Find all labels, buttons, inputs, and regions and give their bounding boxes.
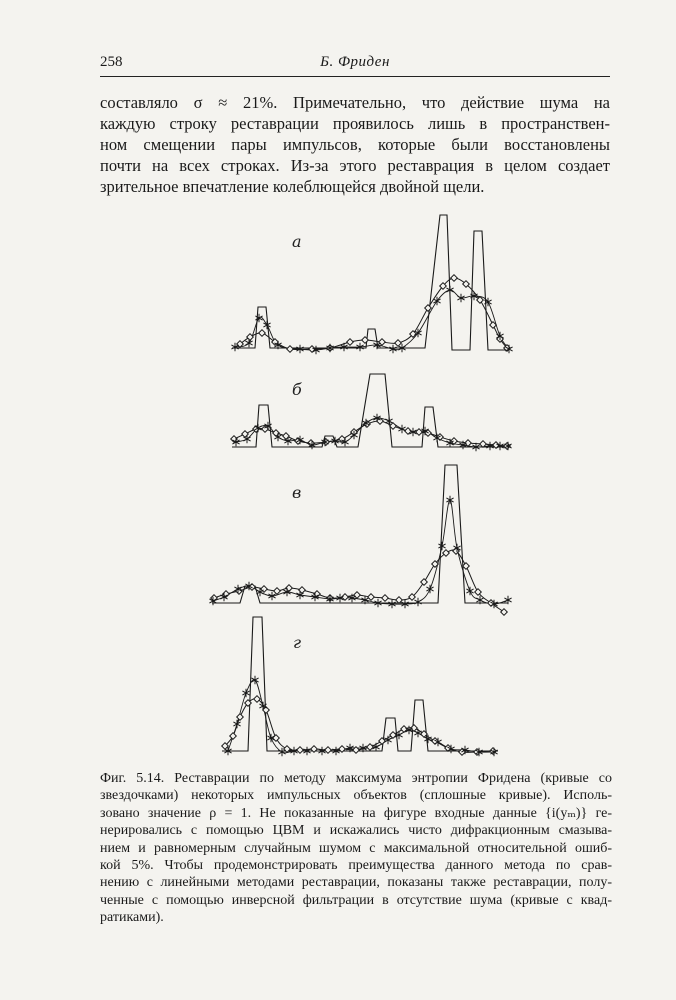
star-marker — [233, 720, 240, 728]
square-marker — [382, 595, 389, 602]
paragraph-line: составляло σ ≈ 21%. Примечательно, что действие шума на — [100, 93, 610, 112]
caption-line: зовано значение ρ = 1. Не показанные на фигуре входные данные {i(yₘ)} ге- — [100, 805, 612, 821]
paragraph-line: зрительное впечатление колеблющейся двойной щели. — [100, 177, 485, 196]
square-marker — [395, 340, 402, 347]
square-marker — [367, 744, 374, 751]
caption-line: кой 5%. Чтобы продемонстрировать преимущества данного метода по срав- — [100, 858, 612, 874]
star-marker — [263, 321, 270, 329]
square-marker — [347, 339, 354, 346]
star-marker — [466, 587, 473, 595]
square-marker — [390, 732, 397, 739]
page-number: 258 — [100, 54, 123, 70]
star-marker — [414, 598, 421, 606]
square-marker — [421, 579, 428, 586]
panel-c — [209, 465, 511, 615]
star-marker — [446, 496, 453, 504]
star-marker — [384, 736, 391, 744]
square-marker — [354, 592, 361, 599]
caption-line: нерировались с помощью ЦВМ и искажались чисто дифракционным смазыва- — [100, 823, 612, 839]
square-marker — [463, 563, 470, 570]
star-marker — [426, 585, 433, 593]
square-marker — [379, 738, 386, 745]
star-marker — [245, 339, 252, 347]
inverse-filter-curve — [240, 278, 507, 350]
caption-line: звездочками) некоторых импульсных объектов (сплошные кривые). Исполь- — [100, 788, 612, 804]
paragraph-line: каждую строку реставрации проявилось лишь в пространствен- — [100, 114, 610, 133]
square-marker — [501, 609, 508, 616]
square-marker — [273, 735, 280, 742]
caption-line: нием и равномерным случайным шумом с максимальной относительной ошиб- — [100, 840, 612, 856]
object-curve — [212, 465, 508, 603]
square-marker — [379, 339, 386, 346]
running-title: Б. Фриден — [320, 54, 390, 70]
star-marker — [446, 286, 453, 294]
caption-line: ратиками). — [100, 910, 164, 926]
object-curve — [232, 374, 510, 447]
panel-d — [222, 617, 498, 756]
panel-a — [231, 215, 512, 354]
star-marker — [438, 542, 445, 550]
caption-line: нению с линейными методами реставрации, показаны также реставрации, полу- — [100, 875, 612, 891]
star-marker — [242, 689, 249, 697]
square-marker — [368, 594, 375, 601]
panel-label-b: б — [292, 380, 302, 399]
paragraph-line: почти на всех строках. Из-за этого реставрация в целом создает — [100, 156, 610, 175]
panel-label-a: а — [292, 232, 302, 251]
square-marker — [230, 733, 237, 740]
caption-line: ченные с помощью инверсной фильтрации в отсутствие шума (кривые с квад- — [100, 892, 612, 908]
square-marker — [259, 330, 266, 337]
figure-caption — [100, 770, 612, 927]
square-marker — [416, 429, 423, 436]
panel-label-d: г — [293, 633, 302, 652]
square-marker — [287, 346, 294, 353]
square-marker — [254, 696, 261, 703]
square-marker — [237, 714, 244, 721]
square-marker — [451, 275, 458, 282]
caption-line: Фиг. 5.14. Реставрации по методу максимума энтропии Фридена (кривые со — [100, 771, 612, 786]
star-marker — [398, 425, 405, 433]
square-marker — [325, 747, 332, 754]
square-marker — [274, 588, 281, 595]
panel-b — [231, 374, 512, 451]
panel-label-c: в — [292, 483, 302, 502]
paragraph-line: ном смещении пары импульсов, которые были восстановлены — [100, 135, 610, 154]
object-curve — [222, 617, 498, 751]
square-marker — [297, 747, 304, 754]
